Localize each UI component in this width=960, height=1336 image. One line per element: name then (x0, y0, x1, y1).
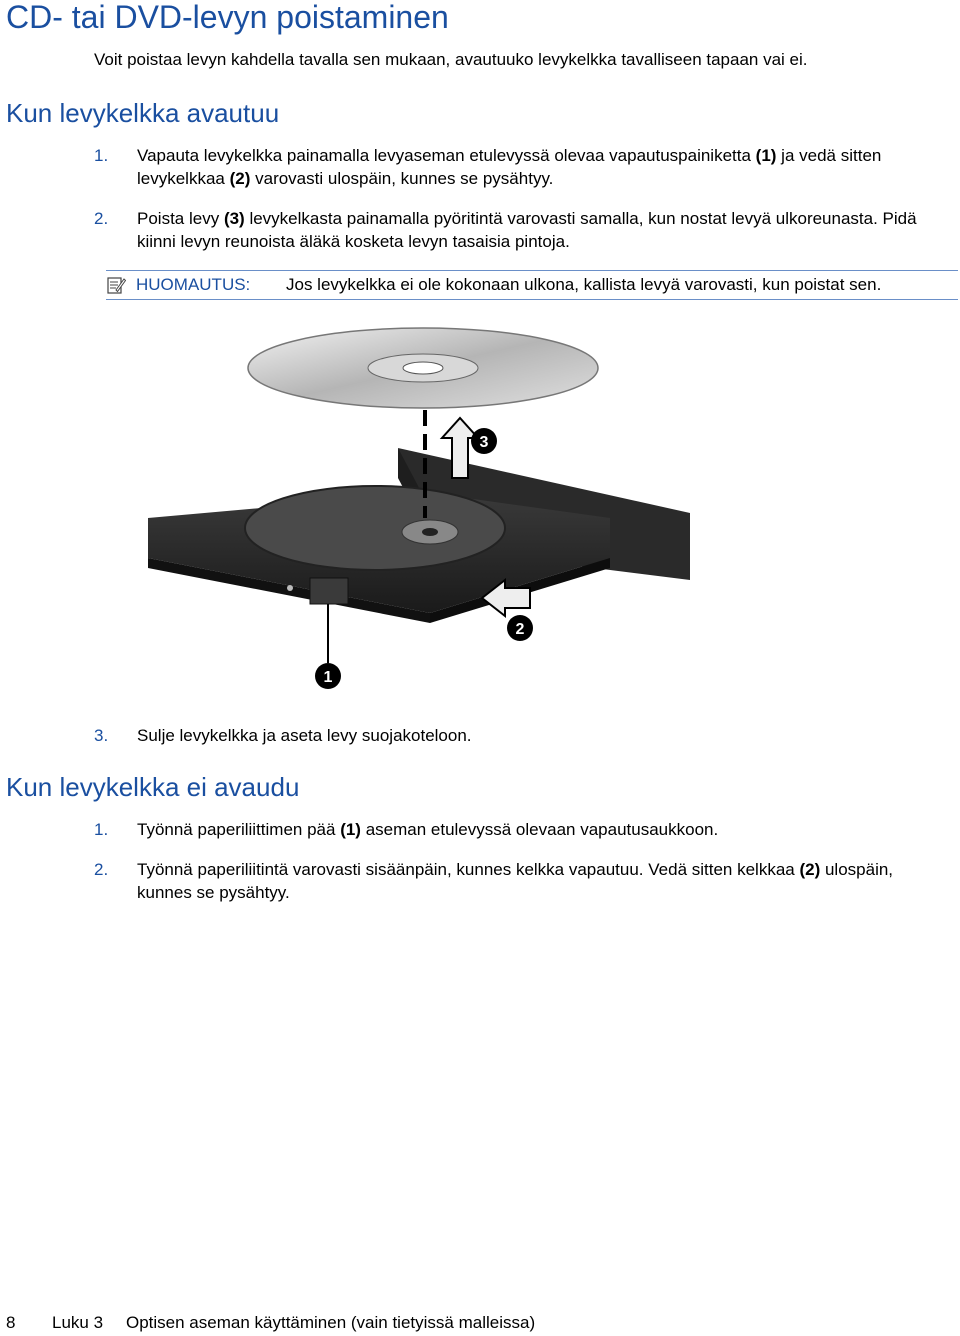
footer-chapter: Luku 3 (52, 1313, 104, 1332)
step-number: 2. (94, 860, 109, 879)
callout-1 (315, 663, 341, 689)
note-label: HUOMAUTUS: (136, 275, 251, 294)
callout-2 (507, 615, 533, 641)
section-heading-not-opens: Kun levykelkka ei avaudu (6, 772, 300, 802)
note-box (106, 270, 958, 300)
section-heading-opens: Kun levykelkka avautuu (6, 98, 280, 128)
disc-drive-illustration (130, 318, 710, 698)
svg-text:3: 3 (479, 434, 489, 451)
step-text: Työnnä paperiliittimen pää (1) aseman etulevyssä olevaan vapautusaukkoon. (137, 820, 719, 839)
step-text: Sulje levykelkka ja aseta levy suojakoteloon. (137, 726, 472, 745)
step-text: Poista levy (3) levykelkasta painamalla pyöritintä varovasti samalla, kun nostat levyä ulkoreunasta. Pidä kiinni levyn reunoista äläkä kosketa levyn tasaisia pintoja. (137, 209, 917, 251)
step-number: 3. (94, 726, 109, 745)
step-text: Vapauta levykelkka painamalla levyaseman etulevyssä olevaa vapautuspainiketta (1) ja vedä sitten levykelkkaa (2) varovasti ulospäin, kunnes se pysähtyy. (137, 146, 882, 188)
svg-text:2: 2 (515, 621, 525, 638)
note-pencil-icon (106, 275, 126, 295)
step-number: 2. (94, 209, 109, 228)
footer-chapter-title: Optisen aseman käyttäminen (vain tietyissä malleissa) (126, 1313, 536, 1332)
page-number: 8 (6, 1313, 16, 1332)
step-number: 1. (94, 146, 109, 165)
page-title: CD- tai DVD-levyn poistaminen (6, 0, 449, 35)
step-number: 1. (94, 820, 109, 839)
step-text: Työnnä paperiliitintä varovasti sisäänpäin, kunnes kelkka vapautuu. Vedä sitten kelkkaa (2) ulospäin, kunnes se pysähtyy. (137, 860, 894, 902)
intro-text: Voit poistaa levyn kahdella tavalla sen mukaan, avautuuko levykelkka tavalliseen tapaan vai ei. (94, 50, 808, 69)
release-hole (287, 585, 293, 591)
eject-button (310, 578, 348, 604)
svg-text:1: 1 (323, 669, 333, 686)
note-text: Jos levykelkka ei ole kokonaan ulkona, kallista levyä varovasti, kun poistat sen. (286, 275, 882, 294)
callout-3 (471, 428, 497, 454)
